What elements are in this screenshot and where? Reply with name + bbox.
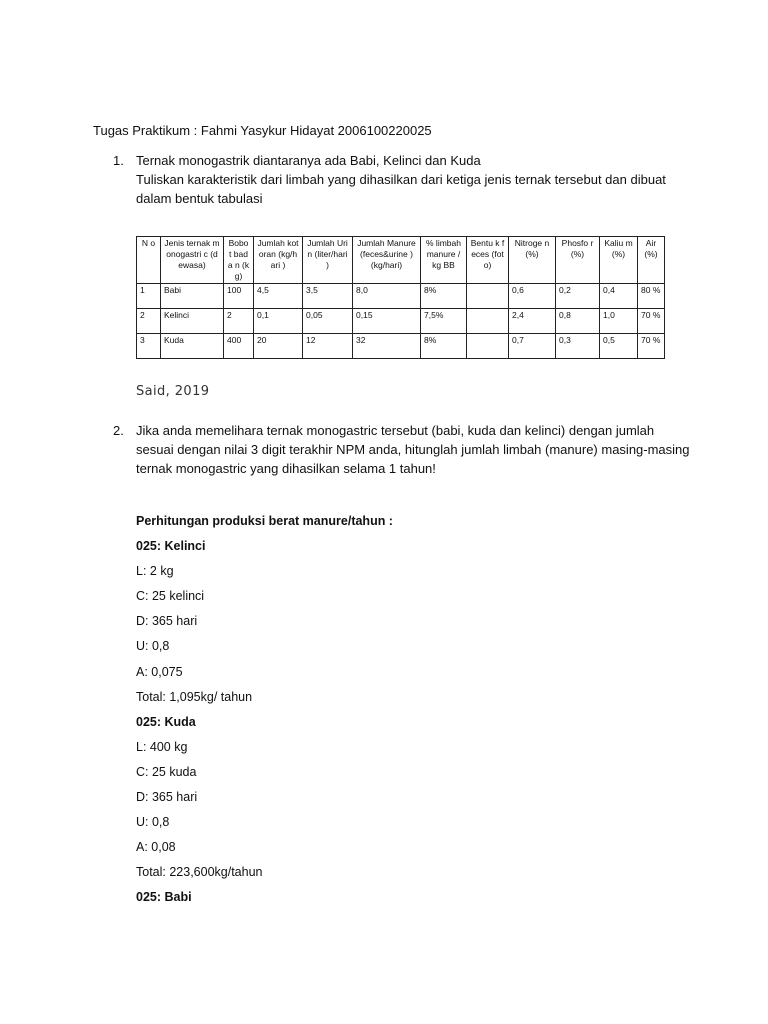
table-cell	[467, 334, 509, 359]
table-cell: 20	[254, 334, 303, 359]
table-header-cell: Air (%)	[638, 237, 665, 284]
calc-line: D: 365 hari	[136, 614, 198, 629]
question-1-number: 1.	[113, 153, 124, 168]
question-2-line: sesuai dengan nilai 3 digit terakhir NPM anda, hitunglah jumlah limbah (manure) masing-masing	[136, 442, 690, 457]
calc-line: U: 0,8	[136, 639, 170, 654]
table-cell: 400	[224, 334, 254, 359]
table-cell: 7,5%	[421, 309, 467, 334]
calc-line: L: 400 kg	[136, 739, 188, 754]
table-cell: 1	[137, 284, 161, 309]
calc-line: A: 0,08	[136, 840, 176, 855]
table-cell: 2	[224, 309, 254, 334]
table-cell	[467, 309, 509, 334]
calc-line: L: 2 kg	[136, 564, 174, 579]
table-cell: 0,15	[353, 309, 421, 334]
question-1-text	[136, 151, 681, 208]
question-2-number: 2.	[113, 423, 124, 438]
table-cell: 100	[224, 284, 254, 309]
table-header-cell: Bentu k feces (foto)	[467, 237, 509, 284]
table-cell: 2	[137, 309, 161, 334]
table-cell: Kuda	[161, 334, 224, 359]
table-cell: 12	[303, 334, 353, 359]
section-label-kuda: 025: Kuda	[136, 714, 196, 729]
assignment-heading: Tugas Praktikum : Fahmi Yasykur Hidayat 2006100220025	[93, 123, 432, 138]
table-row	[137, 309, 665, 334]
table-cell: 8%	[421, 284, 467, 309]
table-cell: 0,1	[254, 309, 303, 334]
table-header-cell: Jenis ternak monogastri c (dewasa)	[161, 237, 224, 284]
table-header-cell: % limbah manure / kg BB	[421, 237, 467, 284]
calc-line: D: 365 hari	[136, 790, 198, 805]
table-header-cell: Bobo t bada n (kg)	[224, 237, 254, 284]
section-label-kelinci: 025: Kelinci	[136, 539, 206, 554]
calc-line: U: 0,8	[136, 815, 170, 830]
table-row	[137, 284, 665, 309]
table-cell: 70 %	[638, 334, 665, 359]
table-cell: 0,6	[509, 284, 556, 309]
table-cell: 70 %	[638, 309, 665, 334]
table-cell: 3	[137, 334, 161, 359]
table-cell: 2,4	[509, 309, 556, 334]
table-cell: 3,5	[303, 284, 353, 309]
table-cell: 0,3	[556, 334, 600, 359]
table-cell: 0,7	[509, 334, 556, 359]
table-header-cell: Jumlah Manure (feces&urine ) (kg/hari)	[353, 237, 421, 284]
table-row	[137, 334, 665, 359]
question-1-line: Tuliskan karakteristik dari limbah yang dihasilkan dari ketiga jenis ternak tersebut dan dibuat	[136, 172, 666, 187]
table-cell: Kelinci	[161, 309, 224, 334]
calculation-section	[136, 512, 393, 914]
table-cell: 1,0	[600, 309, 638, 334]
table-cell: 0,8	[556, 309, 600, 334]
table-cell: 0,05	[303, 309, 353, 334]
calc-line: A: 0,075	[136, 664, 183, 679]
table-header-cell: N o	[137, 237, 161, 284]
section-label-babi: 025: Babi	[136, 890, 192, 905]
question-2-line: ternak monogastric yang dihasilkan selama 1 tahun!	[136, 461, 436, 476]
table-header-cell: Jumlah kotoran (kg/hari )	[254, 237, 303, 284]
table-cell: 0,5	[600, 334, 638, 359]
table-cell: 8,0	[353, 284, 421, 309]
calc-line: C: 25 kuda	[136, 764, 197, 779]
table-header-cell: Kaliu m (%)	[600, 237, 638, 284]
question-1-line: Ternak monogastrik diantaranya ada Babi, Kelinci dan Kuda	[136, 153, 481, 168]
question-1-line: dalam bentuk tabulasi	[136, 191, 263, 206]
table-cell: 4,5	[254, 284, 303, 309]
table-cell: 0,2	[556, 284, 600, 309]
question-2-text	[136, 421, 690, 478]
table-cell: 0,4	[600, 284, 638, 309]
table-cell: 32	[353, 334, 421, 359]
table-cell: 80 %	[638, 284, 665, 309]
calc-total: Total: 223,600kg/tahun	[136, 865, 263, 880]
calc-total: Total: 1,095kg/ tahun	[136, 689, 253, 704]
table-cell: 8%	[421, 334, 467, 359]
table-cell: Babi	[161, 284, 224, 309]
source-citation: Said, 2019	[136, 384, 210, 399]
waste-characteristics-table	[136, 236, 665, 359]
table-header-cell: Nitroge n (%)	[509, 237, 556, 284]
table-header-cell: Jumlah Urin (liter/hari )	[303, 237, 353, 284]
table-header-cell: Phosfo r (%)	[556, 237, 600, 284]
table-header-row	[137, 237, 665, 284]
calc-line: C: 25 kelinci	[136, 589, 205, 604]
question-2-line: Jika anda memelihara ternak monogastric tersebut (babi, kuda dan kelinci) dengan jumlah	[136, 423, 655, 438]
table-cell	[467, 284, 509, 309]
calculation-title: Perhitungan produksi berat manure/tahun :	[136, 514, 393, 528]
